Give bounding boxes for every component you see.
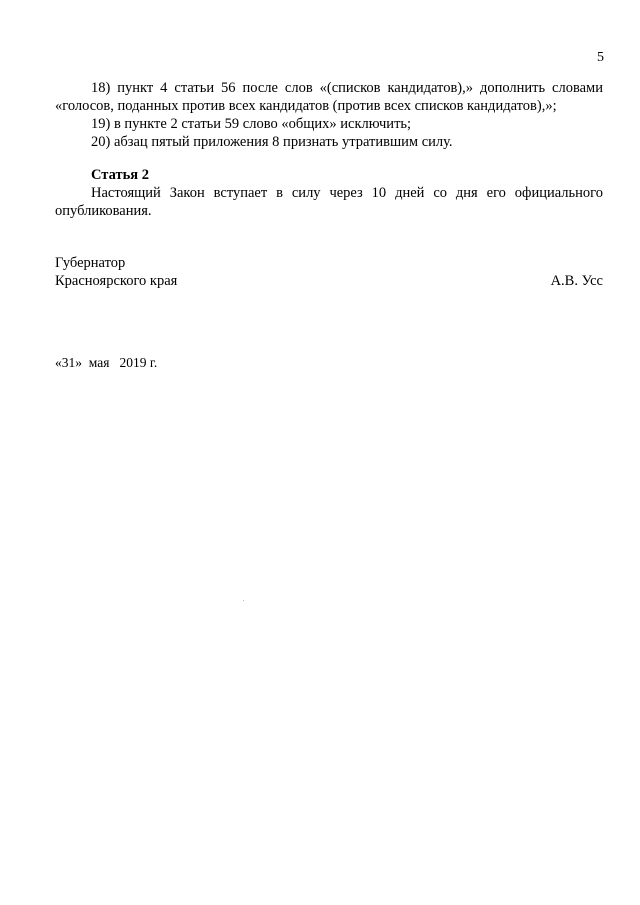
signature-title-line1: Губернатор: [55, 255, 126, 271]
amendment-item-20: 20) абзац пятый приложения 8 признать утратившим силу.: [91, 134, 453, 150]
page-number: 5: [597, 50, 604, 65]
signing-date: «31» мая 2019 г.: [55, 355, 158, 370]
signature-name: А.В. Усс: [550, 273, 603, 289]
signature-line: [55, 272, 603, 290]
article-2-heading: Статья 2: [91, 167, 149, 183]
amendment-item-19: 19) в пункте 2 статьи 59 слово «общих» исключить;: [91, 116, 412, 132]
signature-title-line2: Красноярского края: [55, 273, 178, 289]
signature-block: [55, 254, 603, 290]
amendment-item-18: 18) пункт 4 статьи 56 после слов «(списков кандидатов),» дополнить словами «голосов, поданных против всех кандидатов (против всех списков кандидатов),»;: [55, 80, 603, 114]
scan-speck: [243, 600, 244, 601]
article-2-text: Настоящий Закон вступает в силу через 10 дней со дня его официального опубликования.: [55, 185, 603, 219]
